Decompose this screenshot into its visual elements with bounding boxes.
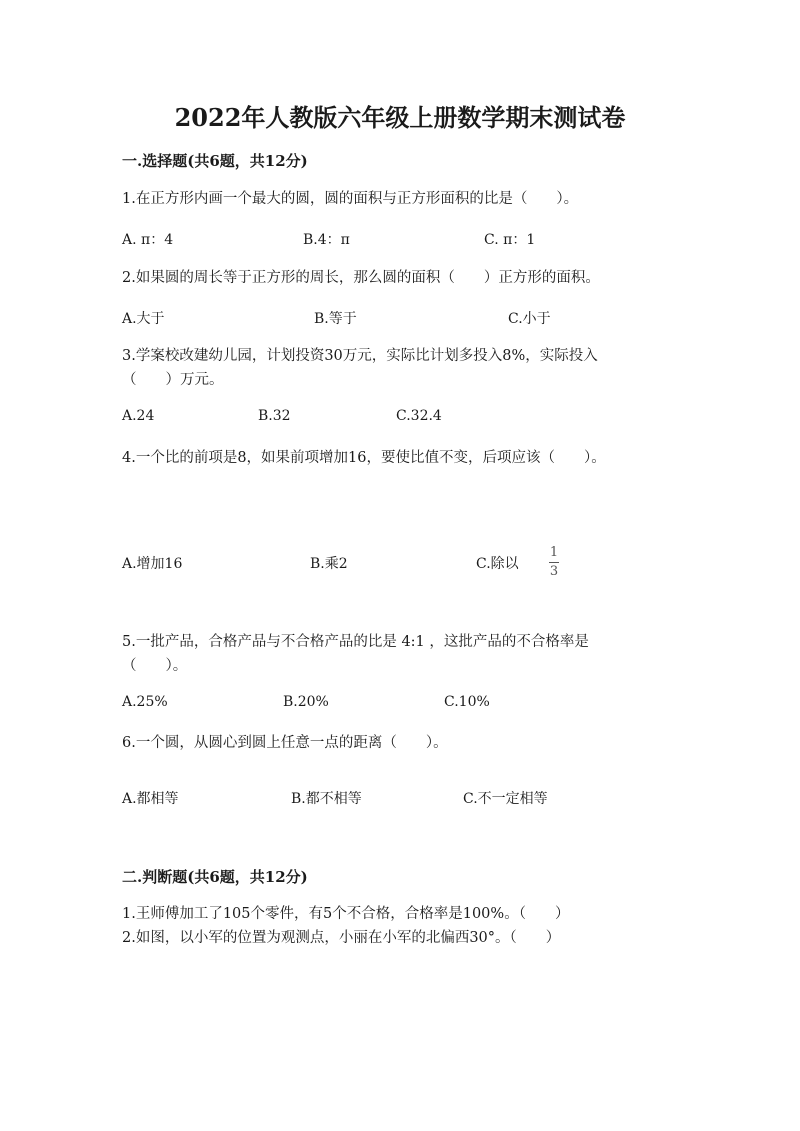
section-2-heading: 二.判断题(共6题，共12分) bbox=[122, 868, 308, 886]
question-4: 4.一个比的前项是8，如果前项增加16，要使比值不变，后项应该（ ）。 bbox=[122, 450, 606, 466]
question-1: 1.在正方形内画一个最大的圆，圆的面积与正方形面积的比是（ ）。 bbox=[122, 191, 579, 207]
q2-option-c: C.小于 bbox=[508, 311, 551, 327]
question-6: 6.一个圆，从圆心到圆上任意一点的距离（ ）。 bbox=[122, 735, 448, 751]
q4-option-c: C.除以 bbox=[476, 556, 519, 572]
fraction-bar bbox=[549, 562, 559, 563]
section-1-heading: 一.选择题(共6题，共12分) bbox=[122, 152, 308, 170]
q1-option-b: B.4：π bbox=[303, 232, 350, 248]
q3-option-a: A.24 bbox=[122, 408, 155, 424]
q3-option-c: C.32.4 bbox=[396, 408, 442, 424]
q5-option-a: A.25% bbox=[122, 694, 168, 710]
fraction-numerator: 1 bbox=[549, 545, 559, 560]
q6-option-a: A.都相等 bbox=[122, 791, 179, 807]
question-2: 2.如果圆的周长等于正方形的周长，那么圆的面积（ ）正方形的面积。 bbox=[122, 270, 600, 286]
q3-option-b: B.32 bbox=[258, 408, 291, 424]
q2-option-b: B.等于 bbox=[314, 311, 357, 327]
q5-option-b: B.20% bbox=[283, 694, 329, 710]
q1-option-a: A. π：4 bbox=[122, 232, 174, 248]
q1-option-c: C. π：1 bbox=[484, 232, 536, 248]
q4-option-b: B.乘2 bbox=[310, 556, 348, 572]
judgement-question-2: 2.如图，以小军的位置为观测点，小丽在小军的北偏西30°。（ ） bbox=[122, 930, 561, 946]
judgement-question-1: 1.王师傅加工了105个零件，有5个不合格，合格率是100%。（ ） bbox=[122, 906, 570, 922]
q2-option-a: A.大于 bbox=[122, 311, 165, 327]
question-5-line-2: （ ）。 bbox=[122, 658, 188, 674]
question-3-line-2: （ ）万元。 bbox=[122, 372, 224, 388]
q6-option-c: C.不一定相等 bbox=[463, 791, 548, 807]
q5-option-c: C.10% bbox=[444, 694, 490, 710]
q4-fraction-one-third bbox=[549, 546, 559, 579]
page-title: 2022年人教版六年级上册数学期末测试卷 bbox=[174, 103, 626, 132]
fraction-denominator: 3 bbox=[549, 564, 559, 579]
question-5-line-1: 5.一批产品，合格产品与不合格产品的比是 4:1 ，这批产品的不合格率是 bbox=[122, 634, 589, 650]
q4-option-a: A.增加16 bbox=[122, 556, 183, 572]
q6-option-b: B.都不相等 bbox=[291, 791, 362, 807]
question-3-line-1: 3.学案校改建幼儿园，计划投资30万元，实际比计划多投入8%，实际投入 bbox=[122, 348, 598, 364]
